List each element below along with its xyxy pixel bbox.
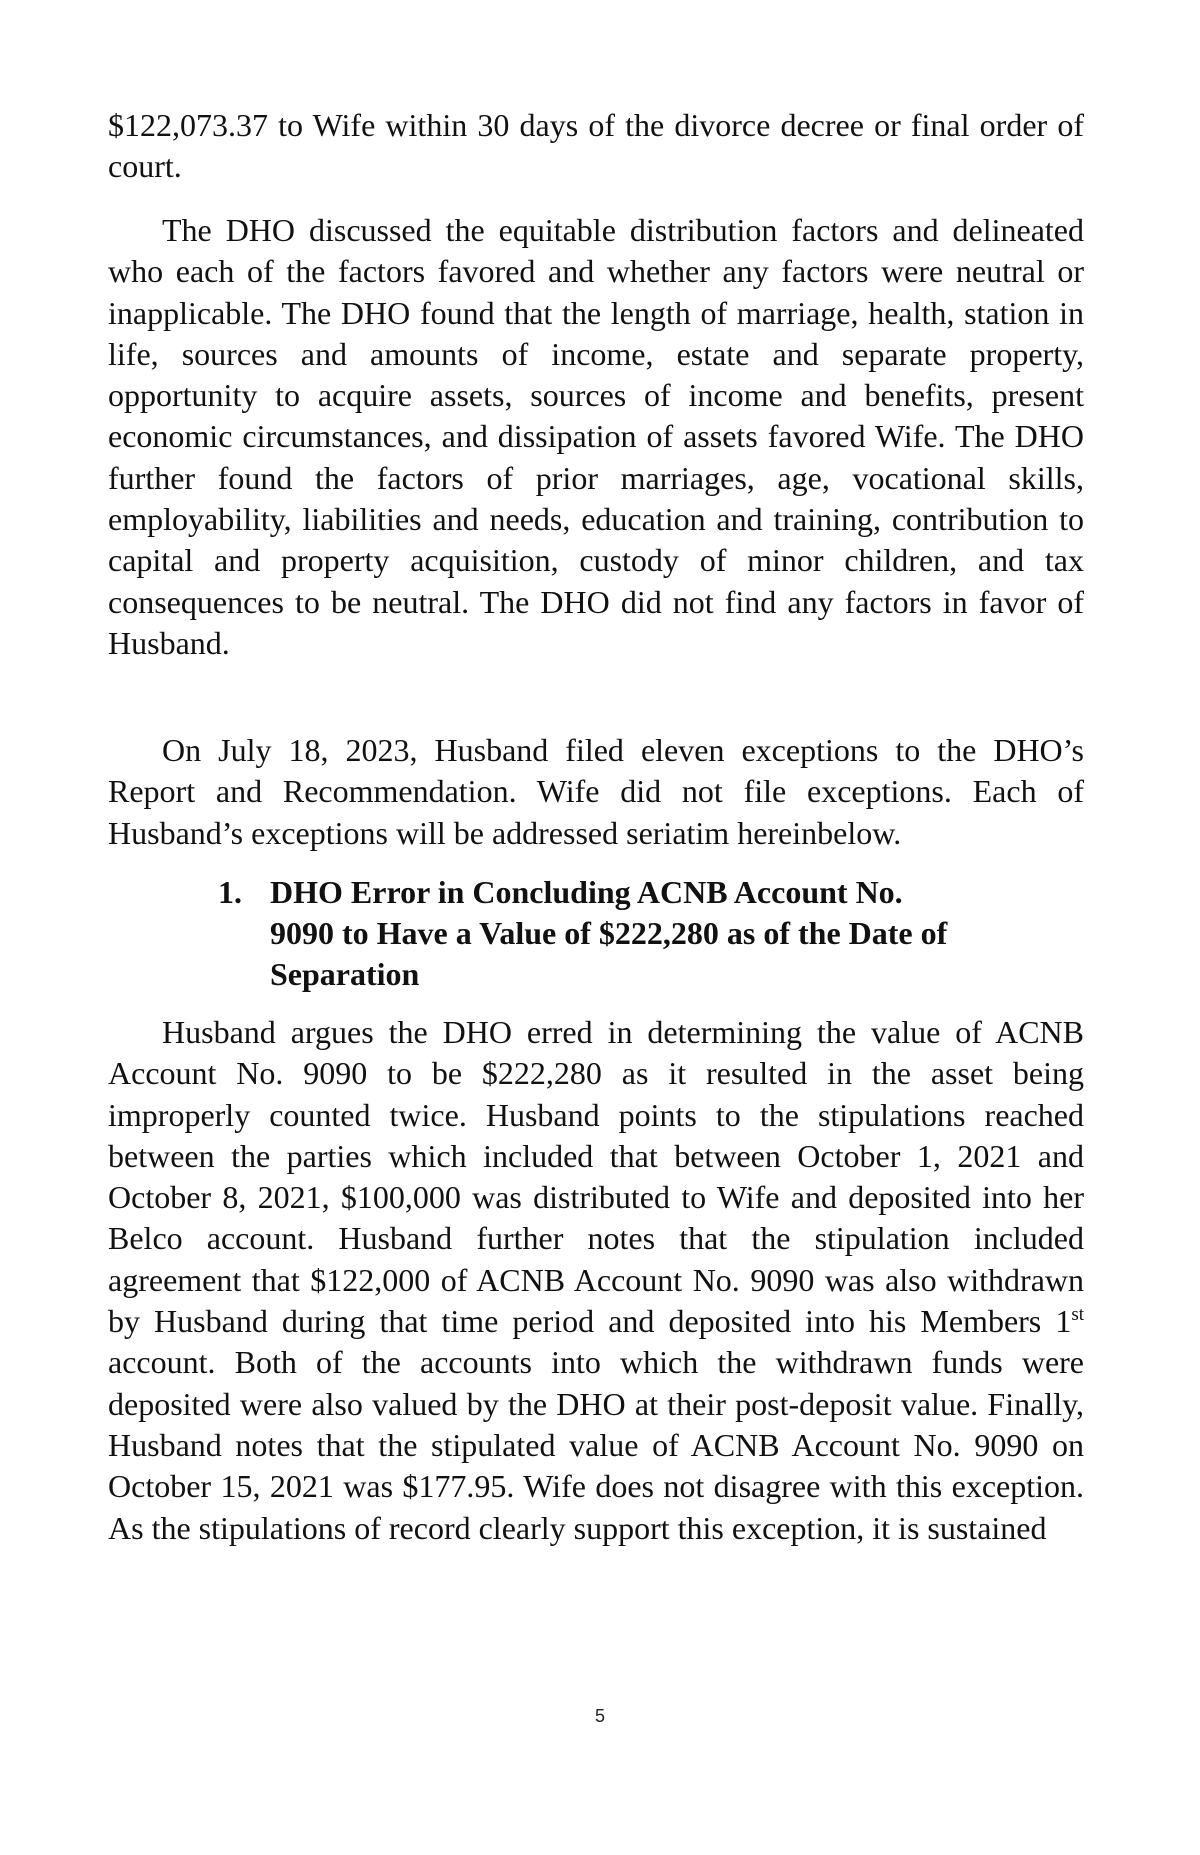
section-heading-title: DHO Error in Concluding ACNB Account No. 9090 to Have a Value of $222,280 as of the Date of Separation	[270, 874, 948, 992]
paragraph-husband-argument	[108, 1012, 1084, 1549]
paragraph-equitable-factors: The DHO discussed the equitable distribution factors and delineated who each of the factors favored and whether any factors were neutral or inapplicable. The DHO found that the length of marriage, health, station in life, sources and amounts of income, estate and separate property, opportunity to acquire assets, sources of income and benefits, present economic circumstances, and dissipation of assets favored Wife. The DHO further found the factors of prior marriages, age, vocational skills, employability, liabilities and needs, education and training, contribution to capital and property acquisition, custody of minor children, and tax consequences to be neutral. The DHO did not find any factors in favor of Husband.	[108, 212, 1084, 661]
paragraph-husband-argument-part1: Husband argues the DHO erred in determining the value of ACNB Account No. 9090 to be $222,280 as it resulted in the asset being improperly counted twice. Husband points to the stipulations reached between the parties which included that between October 1, 2021 and October 8, 2021, $100,000 was distributed to Wife and deposited into her Belco account. Husband further notes that the stipulation included agreement that $122,000 of ACNB Account No. 9090 was also withdrawn by Husband during that time period and deposited into his Members 1	[108, 1014, 1084, 1340]
paragraph-continuation: $122,073.37 to Wife within 30 days of the divorce decree or final order of court.	[108, 107, 1084, 185]
page-number: 5	[594, 1706, 605, 1726]
section-heading-number: 1.	[218, 874, 242, 910]
paragraph-husband-argument-part2: account. Both of the accounts into which the withdrawn funds were deposited were also valued by the DHO at their post-deposit value. Finally, Husband notes that the stipulated value of ACNB Account No. 9090 on October 15, 2021 was $177.95. Wife does not disagree with this exception. As the stipulations of record clearly support this exception, it is sustained	[108, 1344, 1084, 1546]
ordinal-superscript: st	[1071, 1304, 1084, 1326]
paragraph-exceptions-filed: On July 18, 2023, Husband filed eleven exceptions to the DHO’s Report and Recommendation. Wife did not file exceptions. Each of Husband’s exceptions will be addressed seriatim hereinbelow.	[108, 732, 1084, 851]
section-heading	[218, 872, 970, 995]
